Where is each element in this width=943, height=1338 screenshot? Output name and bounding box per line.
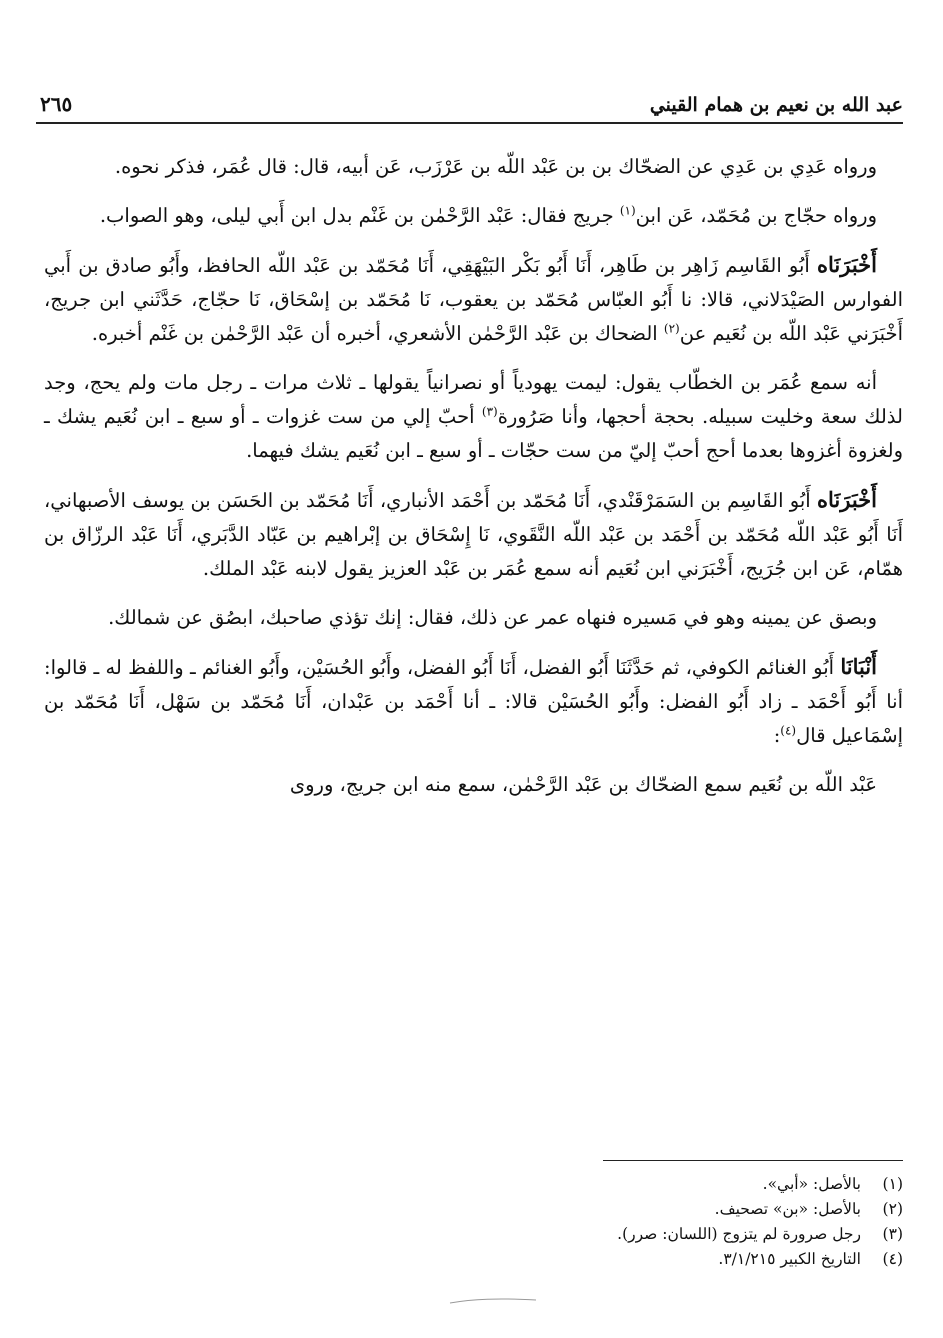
isnad-lead-word: أَنْبَانَا (840, 654, 877, 679)
paragraph-text: أنه سمع عُمَر بن الخطّاب يقول: ليمت يهودياً أو نصرانياً يقولها ـ ثلاث مرات ـ رجل مات ولم يحج، وجد لذلك سعة وخليت سبيله. بحجة أحجها، وأنا صَرُورة (44, 371, 903, 428)
paragraph-4 (44, 366, 903, 468)
footnote-text: بالأصل: «أبي». (762, 1175, 861, 1193)
paragraph-6 (44, 601, 903, 635)
footnote-text: رجل صرورة لم يتزوج (اللسان: صرر). (617, 1225, 861, 1243)
paragraph-text: عَبْد اللّه بن نُعَيم سمع الضحّاك بن عَبْد الرَّحْمٰن، سمع منه ابن جريج، وروى (289, 773, 877, 796)
footnote-ref-4: (٤) (780, 723, 797, 738)
paragraph-text: أَبُو القَاسِم زَاهِر بن طَاهِر، أَنَا أَبُو بَكْر البَيْهَقِي، أَنَا مُحَمّد بن عَبْد اللّه الحافظ، وأَبُو صادق بن أَبي الفوارس الصَيْدَلاني، قالا: نا أَبُو العبّاس مُحَمّد بن يعقوب، نَا مُحَمّد بن إسْحَاق، نَا حجّاج، حَدَّثَني ابن جريج، أَخْبَرَني عَبْد اللّه بن نُعَيم عن (44, 254, 903, 345)
footnote-number: (٢) (882, 1200, 903, 1218)
footnote-text: بالأصل: «بن» تصحيف. (714, 1200, 861, 1218)
footnote-item (200, 1172, 903, 1197)
paragraph-2 (44, 199, 903, 233)
main-text (44, 150, 903, 817)
isnad-lead-word: أَخْبَرَنَاه (817, 487, 877, 512)
footnote-item (200, 1222, 903, 1247)
paragraph-3 (44, 248, 903, 351)
footnote-divider (603, 1160, 903, 1161)
footnote-item (200, 1247, 903, 1272)
footnote-ref-2: (٢) (663, 321, 680, 336)
footnote-ref-1: (١) (619, 203, 636, 218)
page-header (36, 82, 903, 124)
footnote-item (200, 1197, 903, 1222)
footnote-number: (١) (882, 1175, 903, 1193)
paragraph-text: ورواه عَدِي بن عَدِي عن الضحّاك بن بن عَبْد اللّه بن عَرْزَب، عَن أبيه، قال: قال عُمَر، فذكر نحوه. (114, 155, 877, 178)
paragraph-text: : (773, 724, 781, 747)
footnote-number: (٣) (882, 1225, 903, 1243)
footnote-number: (٤) (882, 1250, 903, 1268)
scan-artifact-mark (448, 1296, 538, 1306)
paragraph-8 (44, 768, 903, 802)
footnote-text: التاريخ الكبير ٣/١/٢١٥. (718, 1250, 861, 1268)
paragraph-1 (44, 150, 903, 184)
paragraph-text: الضحاك بن عَبْد الرَّحْمٰن الأشعري، أخبره أن عَبْد الرَّحْمٰن بن غَنْم أخبره. (91, 322, 664, 345)
footnote-ref-3: (٣) (481, 404, 498, 419)
paragraph-5 (44, 483, 903, 586)
paragraph-text: وبصق عن يمينه وهو في مَسيره فنهاه عمر عن ذلك، فقال: إنك تؤذي صاحبك، ابصُق عن شمالك. (108, 606, 877, 629)
paragraph-text: أَبُو الغنائم الكوفي، ثم حَدَّثَنَا أَبُو الفضل، أَنَا أَبُو الفضل، وأَبُو الحُسَيْن، وأَبُو الغنائم ـ واللفظ له ـ قالوا: أنا أَبُو أَحْمَد ـ زاد أَبُو الفضل: وأَبُو الحُسَيْن قالا: ـ أنا أَحْمَد بن عَبْدان، أَنَا مُحَمّد بن سَهْل، أَنَا مُحَمّد بن إسْمَاعيل قال (44, 656, 903, 747)
paragraph-7 (44, 650, 903, 753)
paragraph-text: جريج فقال: عَبْد الرَّحْمٰن بن غَنْم بدل ابن أَبي ليلى، وهو الصواب. (99, 204, 620, 227)
running-title: عبد الله بن نعيم بن همام القيني (649, 94, 903, 116)
paragraph-text: أَبُو القَاسِم بن السَمَرْقَنْدي، أَنَا مُحَمّد بن أَحْمَد الأنباري، أَنَا مُحَمّد بن الحَسَن بن يوسف الأصبهاني، أَنَا أَبُو عَبْد اللّه مُحَمّد بن أَحْمَد بن عَبْد اللّه النَّقَوي، نَا إِسْحَاق بن إبْراهيم بن عَبّاد الدَّبَري، أَنَا عَبْد الرزّاق بن همّام، عَن ابن جُرَيج، أَخْبَرَني ابن نُعَيم أنه سمع عُمَر بن عَبْد العزيز يقول لابنه عَبْد الملك. (44, 489, 903, 580)
page-number: ٢٦٥ (40, 92, 73, 116)
paragraph-text: ورواه حجّاج بن مُحَمّد، عَن ابن (635, 204, 877, 227)
isnad-lead-word: أَخْبَرَنَاه (817, 252, 877, 277)
paragraph-text: أحبّ إلي من ست غزوات ـ أو سبع ـ ابن نُعَيم يشك ـ ولغزوة أغزوها بعدما أحج أحبّ إليّ من ست حجّات ـ أو سبع ـ ابن نُعَيم يشك فيهما. (44, 405, 903, 462)
footnotes (200, 1172, 903, 1272)
